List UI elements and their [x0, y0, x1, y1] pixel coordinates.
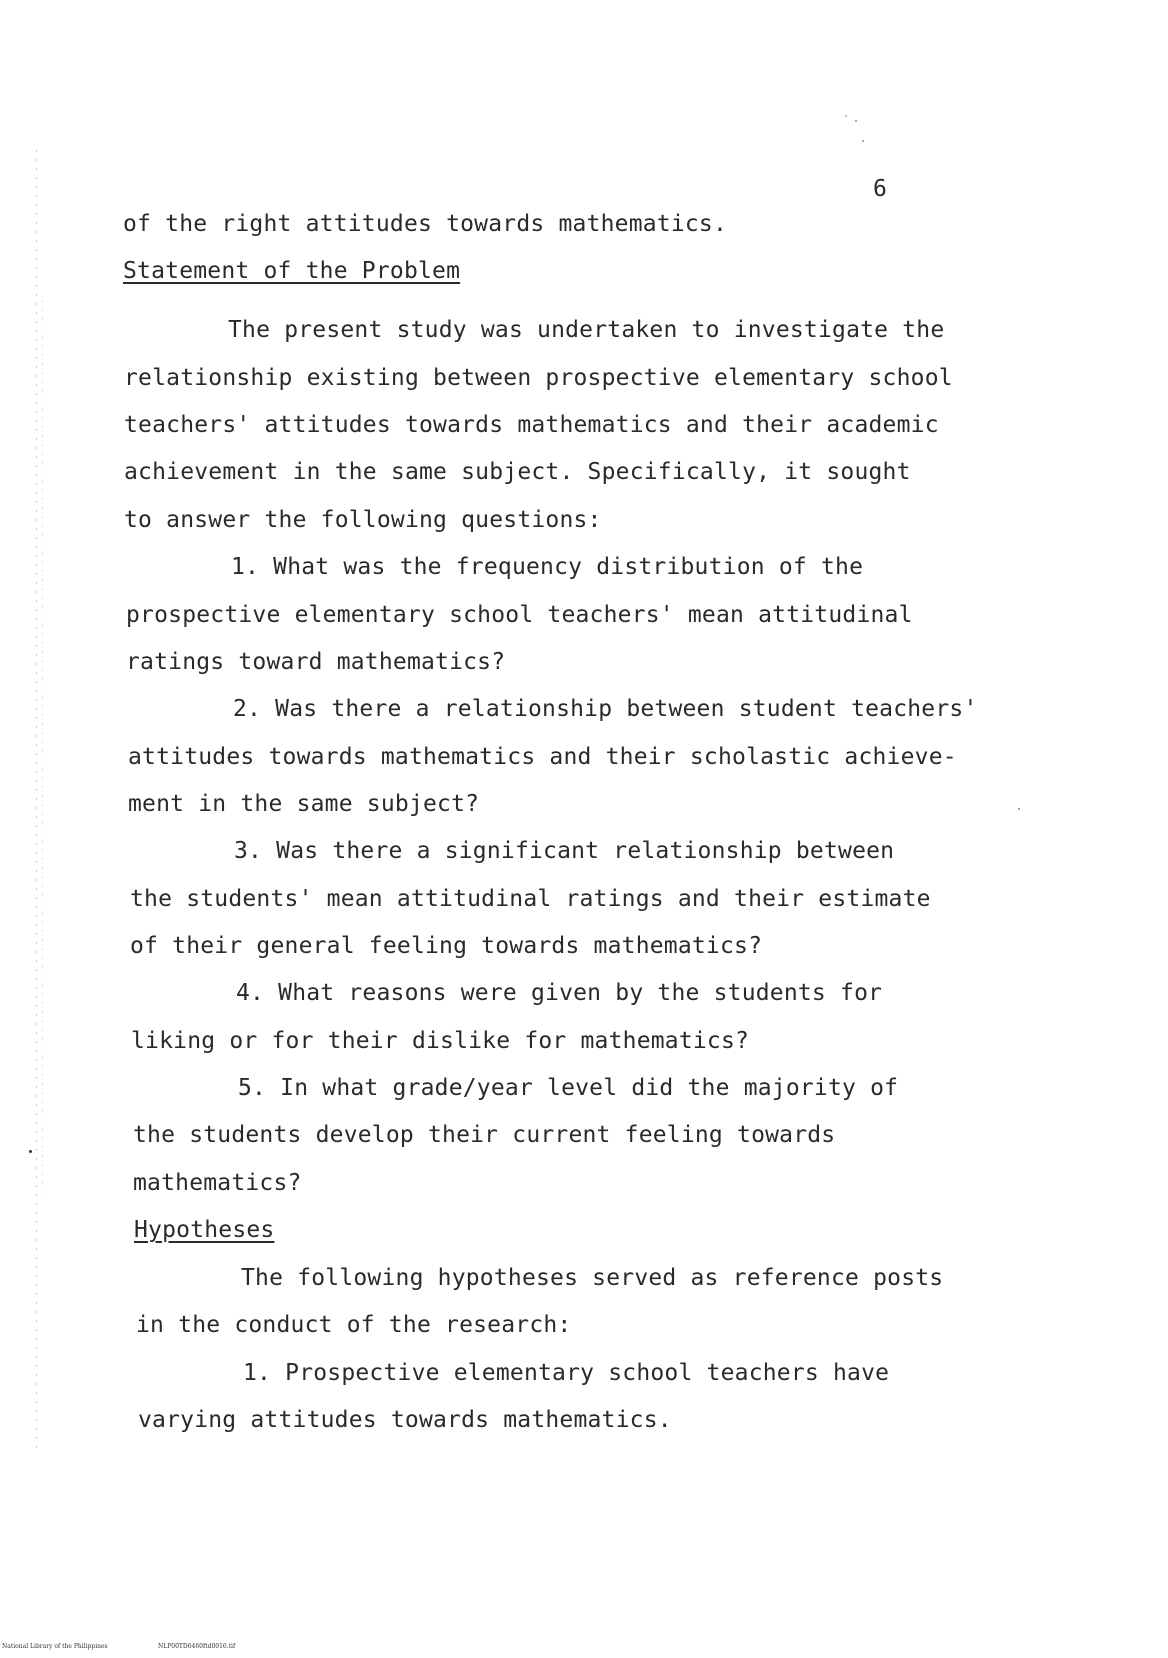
text-line: the students' mean attitudinal ratings and their estimate [130, 886, 931, 912]
text-line: teachers' attitudes towards mathematics and their academic [124, 412, 939, 438]
text-line: attitudes towards mathematics and their scholastic achieve- [128, 744, 957, 770]
text-line: ratings toward mathematics? [126, 649, 506, 675]
scan-margin-noise [36, 150, 37, 1450]
text-line: the students develop their current feeling towards [133, 1122, 836, 1148]
text-line: relationship existing between prospective elementary school [124, 365, 953, 391]
text-line: liking or for their dislike for mathematics? [131, 1028, 750, 1054]
scan-speck [855, 120, 857, 122]
question-item: 2. Was there a relationship between student teachers' [233, 696, 978, 722]
section-heading-hypotheses: Hypotheses [134, 1217, 275, 1243]
text-line: The present study was undertaken to investigate the [228, 317, 945, 343]
scan-speck [845, 115, 847, 117]
text-line: mathematics? [133, 1170, 302, 1196]
question-item: 3. Was there a significant relationship between [234, 838, 895, 864]
text-line: varying attitudes towards mathematics. [138, 1407, 672, 1433]
question-item: 5. In what grade/year level did the majority of [238, 1075, 899, 1101]
text-line: to answer the following questions: [124, 507, 602, 533]
text-line: prospective elementary school teachers' mean attitudinal [126, 602, 913, 628]
section-heading-statement: Statement of the Problem [123, 258, 461, 284]
text-line: The following hypotheses served as reference posts [241, 1265, 944, 1291]
footer-library-name: National Library of the Philippines [2, 1643, 108, 1650]
footer-file-name: NLP00TD6460ftd0016.tif [158, 1643, 236, 1650]
text-line: achievement in the same subject. Specifically, it sought [124, 459, 911, 485]
page-number: 6 [873, 176, 887, 202]
hypothesis-item: 1. Prospective elementary school teachers have [243, 1360, 890, 1386]
question-item: 4. What reasons were given by the students for [236, 980, 883, 1006]
text-line: ment in the same subject? [128, 791, 480, 817]
scan-speck [29, 1150, 32, 1153]
scan-speck [1018, 808, 1020, 810]
scan-speck [862, 140, 864, 142]
text-line: of their general feeling towards mathematics? [130, 933, 763, 959]
text-line: of the right attitudes towards mathematics. [123, 211, 728, 237]
text-line: in the conduct of the research: [136, 1312, 572, 1338]
question-item: 1. What was the frequency distribution of the [231, 554, 864, 580]
scan-margin-noise [42, 300, 43, 1200]
